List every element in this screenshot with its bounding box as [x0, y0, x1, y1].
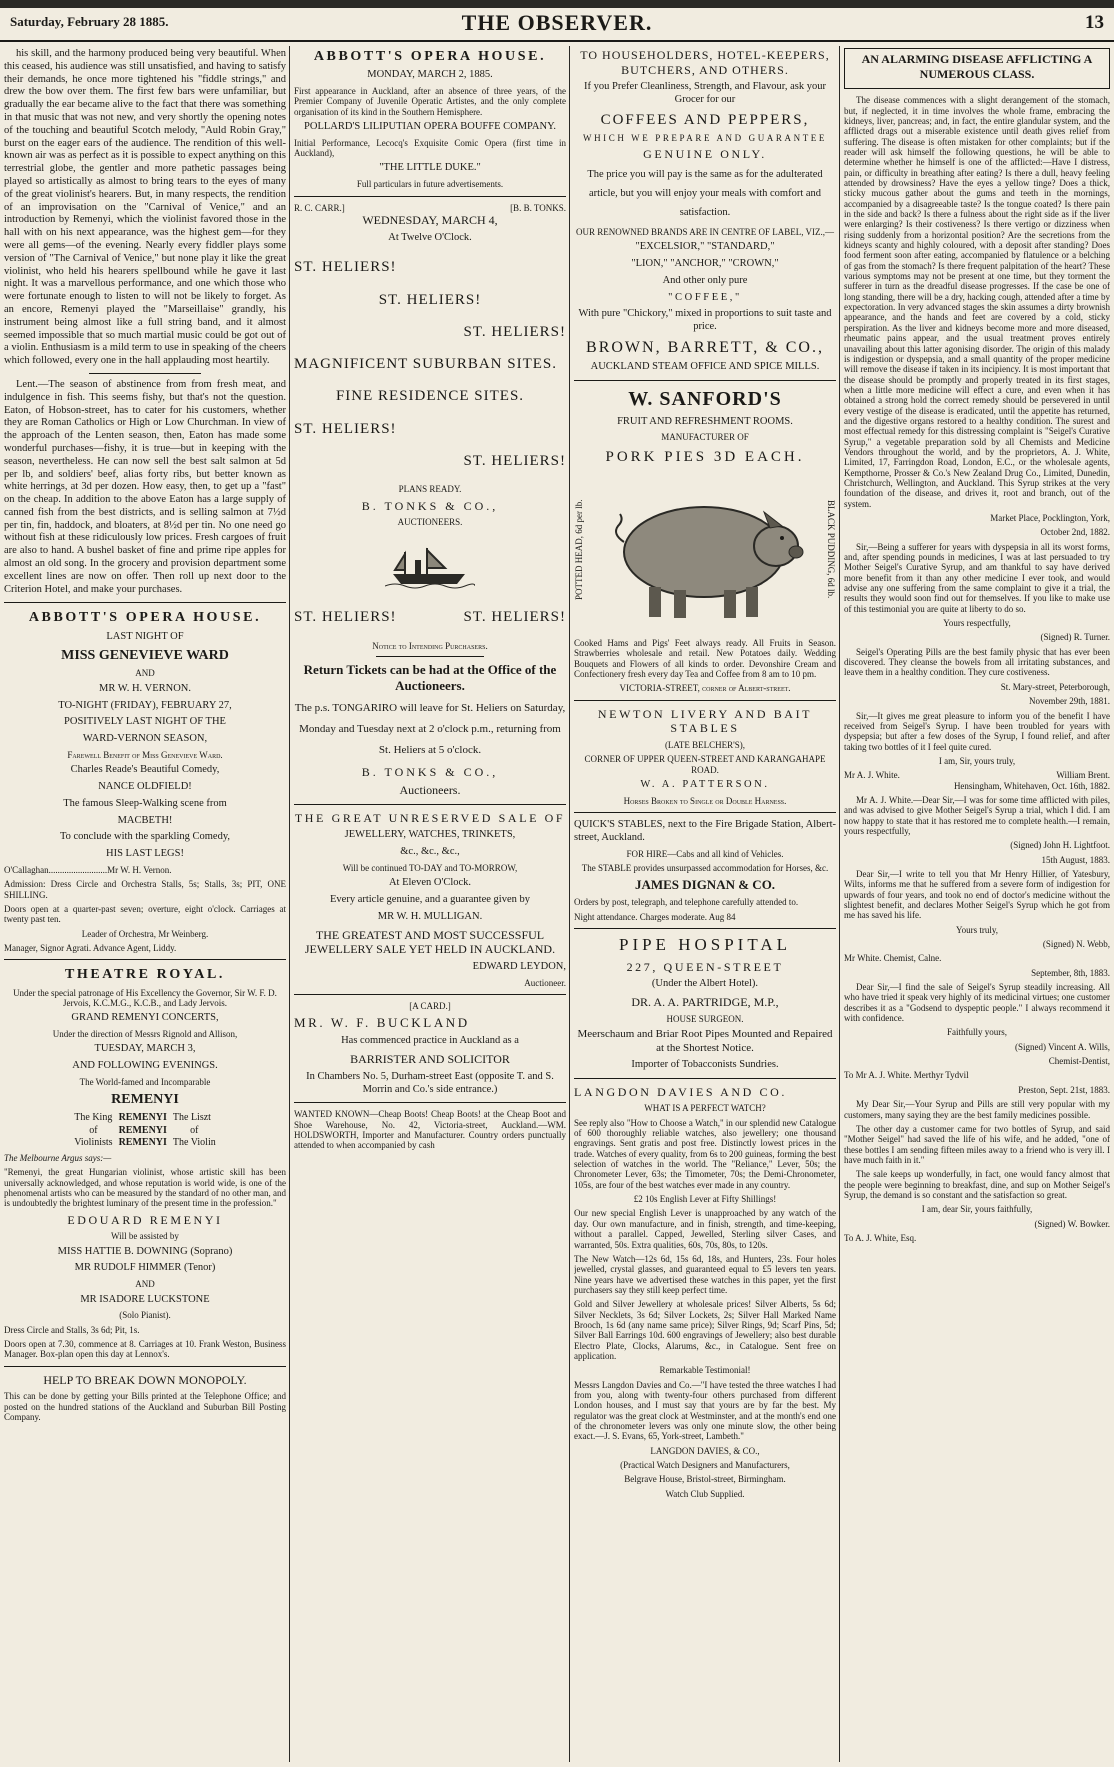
- ad-line: The price you will pay is the same as for the adulterated article, but you will enjoy your meals with comfort and satisfaction.: [587, 169, 823, 218]
- ad-line: Leader of Orchestra, Mr Weinberg.: [81, 928, 209, 939]
- ad-line: If you Prefer Cleanliness, Strength, and Flavour, ask your Grocer for our: [584, 81, 826, 106]
- auctioneer-left: R. C. CARR.]: [294, 202, 345, 213]
- letter-date: October 2nd, 1882.: [1040, 527, 1110, 538]
- letter-location: Market Place, Pocklington, York,: [990, 513, 1110, 523]
- letter-signature: [844, 770, 1110, 780]
- ad-line: BARRISTER AND SOLICITOR: [350, 1052, 510, 1067]
- ad-line: Meerschaum and Briar Root Pipes Mounted and Repaired at the Shortest Notice.: [577, 1028, 833, 1054]
- ad-line: O'Callaghan..........................Mr W. H. Vernon.: [4, 865, 172, 876]
- ad-line: "EXCELSIOR," "STANDARD,": [635, 241, 775, 253]
- ad-line: To conclude with the sparkling Comedy,: [59, 831, 231, 843]
- ad-line: The p.s. TONGARIRO will leave for St. Heliers on Saturday, Monday and Tuesday next at 2 o'clock p.m., returning from St. Heliers at 5 o'clock.: [294, 701, 566, 756]
- langdon-davies-ad: [574, 1085, 836, 1499]
- theatre-royal-ad: [4, 966, 286, 1359]
- ad-line: LAST NIGHT OF: [106, 630, 184, 642]
- ad-line: AUCKLAND STEAM OFFICE AND SPICE MILLS.: [590, 361, 820, 373]
- ad-line: (Solo Pianist).: [119, 1310, 171, 1321]
- ad-line: WHICH WE PREPARE AND GUARANTEE: [582, 133, 827, 144]
- ad-line: Will be continued TO-DAY and TO-MORROW,: [342, 862, 518, 873]
- letter-signature: (Signed) N. Webb,: [1042, 939, 1110, 950]
- ad-line: Doors open at a quarter-past seven; overture, eight o'clock. Carriages at twenty past ten.: [4, 904, 286, 925]
- ad-line: Under the direction of Messrs Rignold and Allison,: [52, 1029, 238, 1040]
- letter-text: Dear Sir,—I find the sale of Seigel's Syrup steadily increasing. All who have tried it speak very highly of its medicinal virtues; one customer describes it as a "Godsend to dyspeptic people." I always recommend it with confidence.: [844, 982, 1110, 1024]
- ad-line: Watch Club Supplied.: [665, 1488, 745, 1499]
- divider: [4, 602, 286, 603]
- ad-heading: W. SANFORD'S: [628, 388, 782, 411]
- ad-line: And other only pure: [662, 274, 748, 286]
- divider: [574, 380, 836, 381]
- ad-line: FRUIT AND REFRESHMENT ROOMS.: [617, 415, 793, 427]
- brace-mid: [119, 1112, 167, 1149]
- quick-stables-ad: [574, 819, 836, 922]
- column-2: [294, 48, 566, 1760]
- potted-head-label: POTTED HEAD, 6d per lb.: [574, 499, 584, 600]
- black-pudding-label: BLACK PUDDING, 6d lb.: [826, 500, 836, 599]
- letter-date: 15th August, 1883.: [1041, 854, 1110, 865]
- brace-right: [173, 1112, 216, 1149]
- ad-line: MACBETH!: [117, 814, 173, 826]
- brace-line: The Liszt: [172, 1112, 211, 1124]
- st-heliers-line: ST. HELIERS!: [294, 420, 397, 437]
- ad-line: MR ISADORE LUCKSTONE: [80, 1293, 210, 1305]
- letter-date: Preston, Sept. 21st, 1883.: [1018, 1084, 1110, 1095]
- newspaper-title: THE OBSERVER.: [461, 10, 653, 35]
- ad-line: HIS LAST LEGS!: [106, 848, 184, 860]
- sanford-ad: [574, 387, 836, 694]
- letter-location: St. Mary-street, Peterborough,: [1000, 681, 1110, 692]
- ad-line: EDWARD LEYDON,: [472, 960, 566, 972]
- ad-line: Initial Performance, Lecocq's Exquisite Comic Opera (first time in Auckland),: [294, 137, 566, 159]
- pig-icon: [594, 472, 814, 627]
- ad-line: TO-NIGHT (FRIDAY), FEBRUARY 27,: [58, 699, 232, 711]
- ad-line: &c., &c., &c.,: [400, 846, 460, 858]
- ad-line: With pure "Chickory," mixed in proportions to suit taste and price.: [578, 308, 832, 333]
- ad-line: AUCTIONEERS.: [397, 517, 463, 528]
- brace-line: of: [190, 1124, 199, 1136]
- ad-line: The New Watch—12s 6d, 15s 6d, 18s, and Hunters, 23s. Four holes jewelled, crystal glasses, and guaranteed equal to £5 levers ten years. Nine years have we advertised these watches in this paper, yet the first purchasers say they still keep perfect time.: [574, 1253, 836, 1295]
- divider: [89, 373, 202, 374]
- ad-heading: HELP TO BREAK DOWN MONOPOLY.: [43, 1372, 247, 1387]
- ad-line: "Remenyi, the great Hungarian violinist, whose artistic skill has been universally acknowledged, and whose reputation is world wide, is one of the phenomenal artists who can be measured by the standard of no other man, and is undoubtedly the brightest luminary of the present time in the profession.": [4, 1167, 286, 1209]
- letter-text: Mr A. J. White.—Dear Sir,—I was for some time afflicted with piles, and was advised to give Mother Seigel's Syrup a trial, which I did. I am now happy to state that it has restored me to complete health.—I remain, yours respectfully,: [844, 794, 1110, 836]
- ad-line: Belgrave House, Bristol-street, Birmingham.: [624, 1474, 786, 1485]
- ad-line: Our new special English Lever is unapproached by any watch of the day. Our own manufacture, and in finish, strength, and time-keeping, without a parallel. Capped, Jewelled, Sterling silver Cases, and warranted, 50s. Extra qualities, 60s, 70s, 80s, to 120s.: [574, 1208, 836, 1250]
- ad-line: Orders by post, telegraph, and telephone carefully attended to.: [574, 897, 799, 908]
- column-4: [844, 48, 1110, 1760]
- letter-closing: Faithfully yours,: [947, 1027, 1007, 1038]
- divider: [574, 928, 836, 929]
- masthead-rule: [0, 0, 1114, 8]
- ad-line: DR. A. A. PARTRIDGE, M.P.,: [631, 995, 779, 1010]
- divider: [574, 1078, 836, 1079]
- masthead: [0, 0, 1114, 42]
- wanted-boots-ad: WANTED KNOWN—Cheap Boots! Cheap Boots! at the Cheap Boot and Shoe Warehouse, No. 42, Victoria-street, Auckland.—WM. HOLDSWORTH, Importer and Manufacturer. Country orders punctually attended to when accompanied by cash: [294, 1109, 566, 1151]
- ad-line: Importer of Tobacconists Sundries.: [631, 1058, 779, 1070]
- ad-line: FOR HIRE—Cabs and all kind of Vehicles.: [626, 848, 784, 859]
- ad-line: The famous Sleep-Walking scene from: [63, 797, 227, 809]
- ad-line: EDOUARD REMENYI: [67, 1212, 223, 1227]
- ad-line: The World-famed and Incomparable: [79, 1076, 211, 1087]
- ad-line: JEWELLERY, WATCHES, TRINKETS,: [344, 829, 516, 841]
- ad-line: At Twelve O'Clock.: [388, 231, 472, 243]
- brace-line: of: [89, 1124, 98, 1136]
- ad-line: B. TONKS & CO.,: [361, 498, 499, 513]
- remenyi-article: his skill, and the harmony produced being very beautiful. When this ceased, his audience was still unsatisfied, and having to satisfy their demands, he once more tightened his "fiddle strings," and drew the bow over them. The first few bars were unfamiliar, but gradually the ear became alive to the fact that there was something in that music that was not new, and very shortly the opening notes of the touching and beautiful Scotch melody, "Auld Robin Gray," burst on the eager ears of the audience. The rendition of this well-known air was as perfect as it is possible to expect anything on this terrestrial globe, the gentler and more pathetic passages being played so artistically as almost to bring tears to the eyes of many of the great violinist's hearers. But, in many respects, the rendition of an improvisation on the "Carnival of Venice," and an introduction by Remenyi, which the violinist favored those in the hall with on his next appearance, was the highest gem—for they were all gems—of the evening. Nearly every fiddler plays some version of "The Carnival of Venice," but none play it like the great violinist, who held his hearers spellbound while he gave it last night. It was a marvellous performance, and one which those who were fortunate enough to listen to will not be likely to forget. As an encore, Remenyi played the "Marseillaise" grandly, his instrument being almost like a full string band, and it almost seemed impossible that so much martial music could be got out of a violin. Enthusiasm is a mild term to use in speaking of the cheers which followed, every one in the hall applauding most heartily.: [4, 48, 286, 367]
- ad-line: Full particulars in future advertisements.: [356, 179, 504, 190]
- ad-line: HOUSE SURGEON.: [666, 1013, 744, 1024]
- monopoly-ad: [4, 1373, 286, 1423]
- ad-line: W. A. PATTERSON.: [640, 779, 770, 791]
- brace-line: Violinists: [74, 1136, 113, 1148]
- ad-line: 227, QUEEN-STREET: [626, 959, 784, 974]
- ad-heading: ABBOTT'S OPERA HOUSE.: [28, 610, 262, 626]
- ad-heading: QUICK'S STABLES, next to the Fire Brigade Station, Albert-street, Auckland.: [574, 819, 836, 843]
- letter-text: Sir,—It gives me great pleasure to inform you of the benefit I have received from Seigel's Syrup. I have been troubled for years with dyspepsia; but after a few doses of the Syrup, I found relief, and after taking two bottles of it I feel quite cured.: [844, 710, 1110, 752]
- letter-signature: (Signed) John H. Lightfoot.: [1010, 840, 1110, 851]
- article-paragraph: The disease commences with a slight derangement of the stomach, but, if neglected, it in time involves the whole frame, embracing the kidneys, liver, pancreas; and, in fact, the entire glandular system, and the afflicted drags out a miserable existence until death gives relief from suffering. The disease is often mistaken for other complaints; but if the reader will ask himself the following questions, he will be able to determine whether he himself is one of the afflicted:—Have I distress, pain, or difficulty in breathing after eating? Is there a dull, heavy feeling attended by drowsiness? Have the eyes a yellow tinge? Does a thick, sticky mucous gather about the gums and teeth in the mornings, accompanied by a disagreeable taste? Is the tongue coated? Is there pain in the side and back? Is there a fulness about the right side as if the liver were enlarging? Is their costiveness? Is there vertigo or dizziness when rising suddenly from a horizontal position? Are the secretions from the kidneys scanty and highly coloured, with a deposit after standing? Does food ferment soon after eating, accompanied by flatulence or a belching of gas from the stomach? Is there frequent palpitation of the heart? These various symptoms may not be present at one time, but they torment the sufferer in turn as the dreadful disease progresses. If the case be one of long standing, there will be a dry, hacking cough, attended after a time by expectoration. In very advanced stages the skin assumes a dirty brownish appearance, and the hands and feet are covered by a cold, sticky perspiration. As the liver and kidneys become more and more diseased, rheumatic pains appear, and the usual treatment proves entirely unavailing about this latter agonising disorder. The origin of this malady is indigestion or dyspepsia, and a small quantity of the proper medicine will remove the disease if taken in its incipiency. It is most important that the disease should be promptly and properly treated in its first stages, when a little more medicine will effect a cure, and even when it has obtained a strong hold the correct remedy should be persevered in until every vestige of the disease is eradicated, until the appetite has returned, and the digestive organs restored to a healthy condition. The surest and most effectual remedy for this distressing complaint is "Seigel's Curative Syrup," a vegetable preparation sold by all Chemists and Medicine Vendors throughout the world, and by the proprietors, A. J. White, Limited, 17, Farringdon Road, London, E.C., or the wholesale agents, Kempthorne, Prosser & Co.'s New Zealand Drug Co., Limited, Dunedin, Christchurch, Wellington, and Auckland. This Syrup strikes at the very foundation of the disease, and drives it, root and branch, out of the system.: [844, 95, 1110, 509]
- ad-line: See reply also "How to Choose a Watch," in our splendid new Catalogue of 600 thoroughly reliable watches, also jewellery; one thousand engravings. Sent gratis and post free. Distinctly lowest prices in the trade. Watches of every quality, from 6s to 200 guineas, forming the best selection of watches in the world. The "Reliance," Lever, 50s; the Chronometer Lever, 63s; the Timometer, 70s; the Demi-Chronometer, 105s, are four of the best watches ever made in any country.: [574, 1117, 836, 1190]
- ad-line: MR W. H. MULLIGAN.: [377, 910, 483, 922]
- letter-text: The sale keeps up wonderfully, in fact, one would fancy almost that the people were beginning to breakfast, dine, and sup on Mother Seigel's Syrup, the demand is so constant and the satisfaction so great.: [844, 1169, 1110, 1200]
- brace-line: The King: [74, 1112, 113, 1124]
- letter-addressee: To Mr A. J. White. Merthyr Tydvil: [844, 1070, 969, 1081]
- ad-line: Dress Circle and Stalls, 3s 6d; Pit, 1s.: [4, 1324, 140, 1335]
- brace-line: The Violin: [172, 1136, 216, 1148]
- ad-line: Cooked Hams and Pigs' Feet always ready. All Fruits in Season. Strawberries wholesale and retail. New Potatoes daily. Wedding Bouquets and Flowers of all kinds to order. Devonshire Cream and Confectionery fresh every day Tea and Coffee from 8 am to 10 pm.: [574, 638, 836, 680]
- ad-line: Farewell Benefit of Miss Genevieve Ward.: [67, 749, 223, 760]
- ship-icon: [385, 542, 475, 590]
- letter-text: The other day a customer came for two bottles of Syrup, and said "Mother Seigel" had saved the life of his wife, and he added, "one of these bottles I am sending fifteen miles away to a friend who is very ill. I have much faith in it.": [844, 1123, 1110, 1165]
- pig-illustration: [574, 472, 836, 632]
- divider: [294, 804, 566, 805]
- ad-line: MR W. H. VERNON.: [99, 682, 191, 694]
- abbott-ad-1: [4, 609, 286, 953]
- letter-signer: William Brent.: [1056, 770, 1110, 781]
- ad-line: NANCE OLDFIELD!: [98, 781, 192, 793]
- ad-line: GENUINE ONLY.: [643, 147, 767, 162]
- ad-heading: LANGDON DAVIES AND CO.: [574, 1084, 787, 1099]
- divider: [294, 196, 566, 197]
- ad-line: MONDAY, MARCH 2, 1885.: [367, 69, 493, 81]
- livery-ad: [574, 707, 836, 806]
- ad-line: Auctioneers.: [399, 783, 461, 798]
- ad-line: (LATE BELCHER'S),: [664, 740, 746, 751]
- ad-line: THE GREATEST AND MOST SUCCESSFUL JEWELLERY SALE YET HELD IN AUCKLAND.: [304, 927, 556, 957]
- ad-line: CORNER OF UPPER QUEEN-STREET AND KARANGAHAPE ROAD.: [584, 754, 826, 775]
- ad-line: This can be done by getting your Bills printed at the Telephone Office; and posted on the hundred stations of the Auckland and Suburban Bill Posting Company.: [4, 1391, 286, 1423]
- ad-line: Horses Broken to Single or Double Harness.: [623, 795, 787, 806]
- steamer-illustration: [294, 542, 566, 595]
- auctioneer-names: [294, 203, 566, 213]
- brace-left: [74, 1112, 112, 1149]
- ad-line: Admission: Dress Circle and Orchestra Stalls, 5s; Stalls, 3s; PIT, ONE SHILLING.: [4, 879, 286, 900]
- ad-line: COFFEES AND PEPPERS,: [600, 111, 810, 128]
- ad-line: MANUFACTURER OF: [661, 432, 749, 443]
- letter-text: Sir,—Being a sufferer for years with dyspepsia in all its worst forms, and, after spending pounds in medicines, I was at last persuaded to try Mother Seigel's Curative Syrup, and am thankful to say have derived more benefit from it than any other medicine I ever took, and would advise any one suffering from the same complaint to give it a trial, the results they would soon find out for themselves. If you like to make use of this testimonial you are quite at liberty to do so.: [844, 541, 1110, 614]
- letter-signature: Chemist-Dentist,: [1048, 1056, 1110, 1067]
- ad-line: Notice to Intending Purchasers.: [372, 640, 488, 651]
- column-rule: [839, 46, 840, 1762]
- divider: [574, 700, 836, 701]
- ad-line: WHAT IS A PERFECT WATCH?: [644, 1103, 766, 1114]
- st-heliers-line: ST. HELIERS!: [463, 323, 566, 340]
- ad-line: Return Tickets can be had at the Office of the Auctioneers.: [303, 662, 557, 693]
- remenyi-brace: [4, 1112, 286, 1149]
- ad-line: (Under the Albert Hotel).: [651, 978, 759, 990]
- divider: [4, 1366, 286, 1367]
- ad-line: BROWN, BARRETT, & CO.,: [586, 338, 824, 356]
- page-number: 13: [1085, 12, 1104, 33]
- letter-signature: (Signed) W. Bowker.: [1034, 1218, 1110, 1229]
- letter-signature: (Signed) Vincent A. Wills,: [1014, 1041, 1110, 1052]
- ad-line: VICTORIA-STREET, corner of Albert-street.: [619, 683, 791, 694]
- letter-location: Hensingham, Whitehaven, Oct. 16th, 1882.: [953, 780, 1110, 791]
- brace-line: REMENYI: [118, 1124, 167, 1136]
- magnificent-sites-line: MAGNIFICENT SUBURBAN SITES.: [294, 356, 558, 373]
- ad-heading: NEWTON LIVERY AND BAIT STABLES: [597, 706, 813, 736]
- letter-addressee: Mr White. Chemist, Calne.: [844, 953, 942, 964]
- article-heading: AN ALARMING DISEASE AFFLICTING A NUMEROUS CLASS.: [861, 52, 1093, 81]
- letter-closing: Yours truly,: [955, 924, 998, 935]
- abbott-ad-2: [294, 48, 566, 190]
- ad-heading: MR. W. F. BUCKLAND: [294, 1015, 470, 1031]
- pork-pies-line: PORK PIES 3D EACH.: [605, 448, 805, 465]
- letter-date: September, 8th, 1883.: [1031, 967, 1110, 978]
- ad-line: WEDNESDAY, MARCH 4,: [362, 212, 498, 227]
- st-heliers-pair: [294, 608, 566, 626]
- divider: [294, 994, 566, 995]
- letter-addressee: To A. J. White, Esq.: [844, 1232, 917, 1243]
- st-heliers-line: ST. HELIERS!: [378, 291, 482, 308]
- letter-addressee: Mr A. J. White.: [844, 770, 900, 781]
- ad-line: Under the special patronage of His Excellency the Governor, Sir W. F. D. Jervois, K.C.M.G., K.C.B., and Lady Jervois.: [13, 987, 277, 1008]
- ad-line: AND: [135, 668, 155, 679]
- ad-line: Auctioneer.: [524, 977, 566, 988]
- ad-line: Has commenced practice in Auckland as a: [341, 1035, 519, 1047]
- letter-text: Dear Sir,—I write to tell you that Mr Henry Hillier, of Yatesbury, Wilts, informs me that he suffered from a severe form of indigestion for upwards of four years, and took no end of doctor's medicine without the slightest benefit, and declares Mother Seigel's Syrup which he got from me has saved his life.: [844, 868, 1110, 921]
- column-1: [4, 48, 286, 1760]
- ad-line: "LION," "ANCHOR," "CROWN,": [631, 257, 779, 269]
- remenyi-title: REMENYI: [111, 1092, 179, 1108]
- brace-line: REMENYI: [118, 1112, 167, 1124]
- ad-line: The STABLE provides unsurpassed accommodation for Horses, &c.: [581, 863, 829, 874]
- ad-line: Doors open at 7.30, commence at 8. Carriages at 10. Frank Weston, Business Manager. Box-plan open this day at Lennox's.: [4, 1339, 286, 1360]
- ad-line: AND FOLLOWING EVENINGS.: [72, 1060, 218, 1072]
- ad-line: The Melbourne Argus says:—: [4, 1152, 112, 1163]
- ad-line: JAMES DIGNAN & CO.: [634, 877, 776, 893]
- column-rule: [569, 46, 570, 1762]
- ad-line: MISS HATTIE B. DOWNING (Soprano): [57, 1245, 233, 1257]
- ad-line: First appearance in Auckland, after an absence of three years, of the Premier Company of Juvenile Operatic Artistes, and the only complete organisation of its kind in the Southern Hemisphere.: [294, 85, 566, 117]
- letter-closing: Yours respectfully,: [943, 618, 1011, 629]
- fine-sites-line: FINE RESIDENCE SITES.: [335, 388, 525, 405]
- column-rule: [289, 46, 290, 1762]
- letter-text: My Dear Sir,—Your Syrup and Pills are still very popular with my customers, many saying they are the best family medicines possible.: [844, 1099, 1110, 1120]
- divider: [294, 1102, 566, 1103]
- ad-line: LANGDON DAVIES, & CO.,: [650, 1445, 760, 1456]
- ad-line: "COFFEE,": [668, 291, 742, 303]
- ad-line: POLLARD'S LILIPUTIAN OPERA BOUFFE COMPANY.: [304, 120, 556, 132]
- st-heliers-line: ST. HELIERS!: [463, 453, 566, 470]
- letter-signature: (Signed) R. Turner.: [1040, 632, 1110, 643]
- st-heliers-line: ST. HELIERS!: [294, 609, 397, 626]
- lent-article: Lent.—The season of abstinence from from fresh meat, and indulgence in fish. This seems fishy, but that's not the question. Eaton, of Hobson-street, has to cater for his customers, whether they are Roman Catholics or High or Low Churchman. In view of the approach of the Lenten season, then, Eaton has made some wonderful purchases—fishy, it is true—but in keeping with the season, nevertheless. He can now sell the best salt salmon at 5d per lb, and soldiers' beef, alias forty ribs, but better known as white herrings, at 3d per dozen. How easy, then, to get up a "fast" on the cheap. In addition to the above Eaton has a large supply of canned fish from the best districts, and is selling salmon at 7½d per tin, fin, haddock, and bloaters, at 8½d per tin. No one need go without fish at these ridiculously low prices. Fresh cargoes of fruit are also to hand. A bushel basket of fine and prime ripe apples for almost an old song. In the grocery and provision department some excellent lines are now on offer. Then roll up next door to the Criterion Hotel, and make your purchases.: [4, 378, 286, 595]
- buckland-card-ad: [294, 1001, 566, 1096]
- ad-heading: ABBOTT'S OPERA HOUSE.: [313, 49, 547, 64]
- letter-closing: I am, Sir, yours truly,: [938, 755, 1016, 766]
- ad-line: PLANS READY.: [398, 484, 462, 495]
- divider: [574, 812, 836, 813]
- ad-line: Will be assisted by: [111, 1231, 179, 1242]
- letter-closing: I am, dear Sir, yours faithfully,: [921, 1204, 1033, 1215]
- jewellery-sale-ad: [294, 811, 566, 988]
- ad-line: (Practical Watch Designers and Manufacturers,: [620, 1460, 790, 1471]
- ad-heading: THEATRE ROYAL.: [64, 967, 226, 983]
- ad-heading: TO HOUSEHOLDERS, HOTEL-KEEPERS, BUTCHERS, AND OTHERS.: [580, 48, 830, 77]
- ad-line: Charles Reade's Beautiful Comedy,: [70, 764, 220, 776]
- ad-line: £2 10s English Lever at Fifty Shillings!: [633, 1194, 777, 1205]
- ad-line: "THE LITTLE DUKE.": [379, 162, 481, 174]
- divider: [376, 656, 485, 657]
- ad-line: At Eleven O'Clock.: [388, 877, 472, 889]
- ad-line: MR RUDOLF HIMMER (Tenor): [74, 1262, 216, 1274]
- ad-line: TUESDAY, MARCH 3,: [94, 1043, 196, 1055]
- ad-line: AND: [135, 1279, 155, 1290]
- ad-line: B. TONKS & CO.,: [361, 764, 499, 779]
- ad-line: OUR RENOWNED BRANDS ARE IN CENTRE OF LABEL, VIZ.,—: [575, 226, 835, 237]
- ad-heading: THE GREAT UNRESERVED SALE OF: [294, 810, 566, 825]
- ad-line: Night attendance. Charges moderate. Aug 84: [574, 911, 736, 922]
- brace-line: REMENYI: [118, 1136, 167, 1148]
- pipe-hospital-ad: [574, 935, 836, 1072]
- seigel-heading-box: [844, 48, 1110, 89]
- article-paragraph: Seigel's Operating Pills are the best family physic that has ever been discovered. They cleanse the bowels from all irritating substances, and leave them in a healthy condition. They cure costiveness.: [844, 646, 1110, 678]
- ad-line: MISS GENEVIEVE WARD: [61, 648, 229, 664]
- ad-heading: PIPE HOSPITAL: [618, 935, 791, 955]
- ad-line: GRAND REMENYI CONCERTS,: [71, 1012, 219, 1024]
- ad-line: Manager, Signor Agrati. Advance Agent, Liddy.: [4, 943, 177, 954]
- ad-line: WARD-VERNON SEASON,: [82, 733, 208, 745]
- st-heliers-line: ST. HELIERS!: [294, 259, 397, 276]
- st-heliers-line: ST. HELIERS!: [463, 609, 566, 626]
- st-heliers-sale-ad: [294, 203, 566, 798]
- letter-date: November 29th, 1881.: [1029, 696, 1110, 707]
- ad-line: POSITIVELY LAST NIGHT OF THE: [64, 716, 226, 728]
- issue-date: Saturday, February 28 1885.: [10, 14, 169, 29]
- column-3: [574, 48, 836, 1760]
- ad-line: In Chambers No. 5, Durham-street East (opposite T. and S. Morrin and Co.'s side entrance.): [306, 1070, 554, 1095]
- householders-ad: [574, 48, 836, 374]
- ad-line: Remarkable Testimonial!: [659, 1365, 751, 1376]
- ad-line: Gold and Silver Jewellery at wholesale prices! Silver Alberts, 5s 6d; Silver Necklets, 3s 6d; Silver Lockets, 2s; Silver Hall Marked Name Brooch, 1s 6d (any name same price); Silver Rings, 9d; Scarf Pins, 5d; Silver Ball Earrings 10d. 600 engravings of Jewellery; also best durable Electro Plate, Clocks, Alarums, &c., in Catalogue. Sent free on application.: [574, 1299, 836, 1361]
- ad-line: Every article genuine, and a guarantee given by: [330, 894, 530, 906]
- auctioneer-right: [B. B. TONKS.: [510, 202, 566, 213]
- divider: [4, 959, 286, 960]
- ad-line: [A CARD.]: [409, 1001, 451, 1012]
- ad-line: Messrs Langdon Davies and Co.—"I have tested the three watches I had from you, along with twenty-four others purchased from different London houses, and I must say that yours are by far the best. My regulator was the great clock at Westminster, and at the month's end one of the chronometer levers was only one minute slow, the other being exact.—J. S. Evans, 65, York-street, Lambeth.": [574, 1379, 836, 1442]
